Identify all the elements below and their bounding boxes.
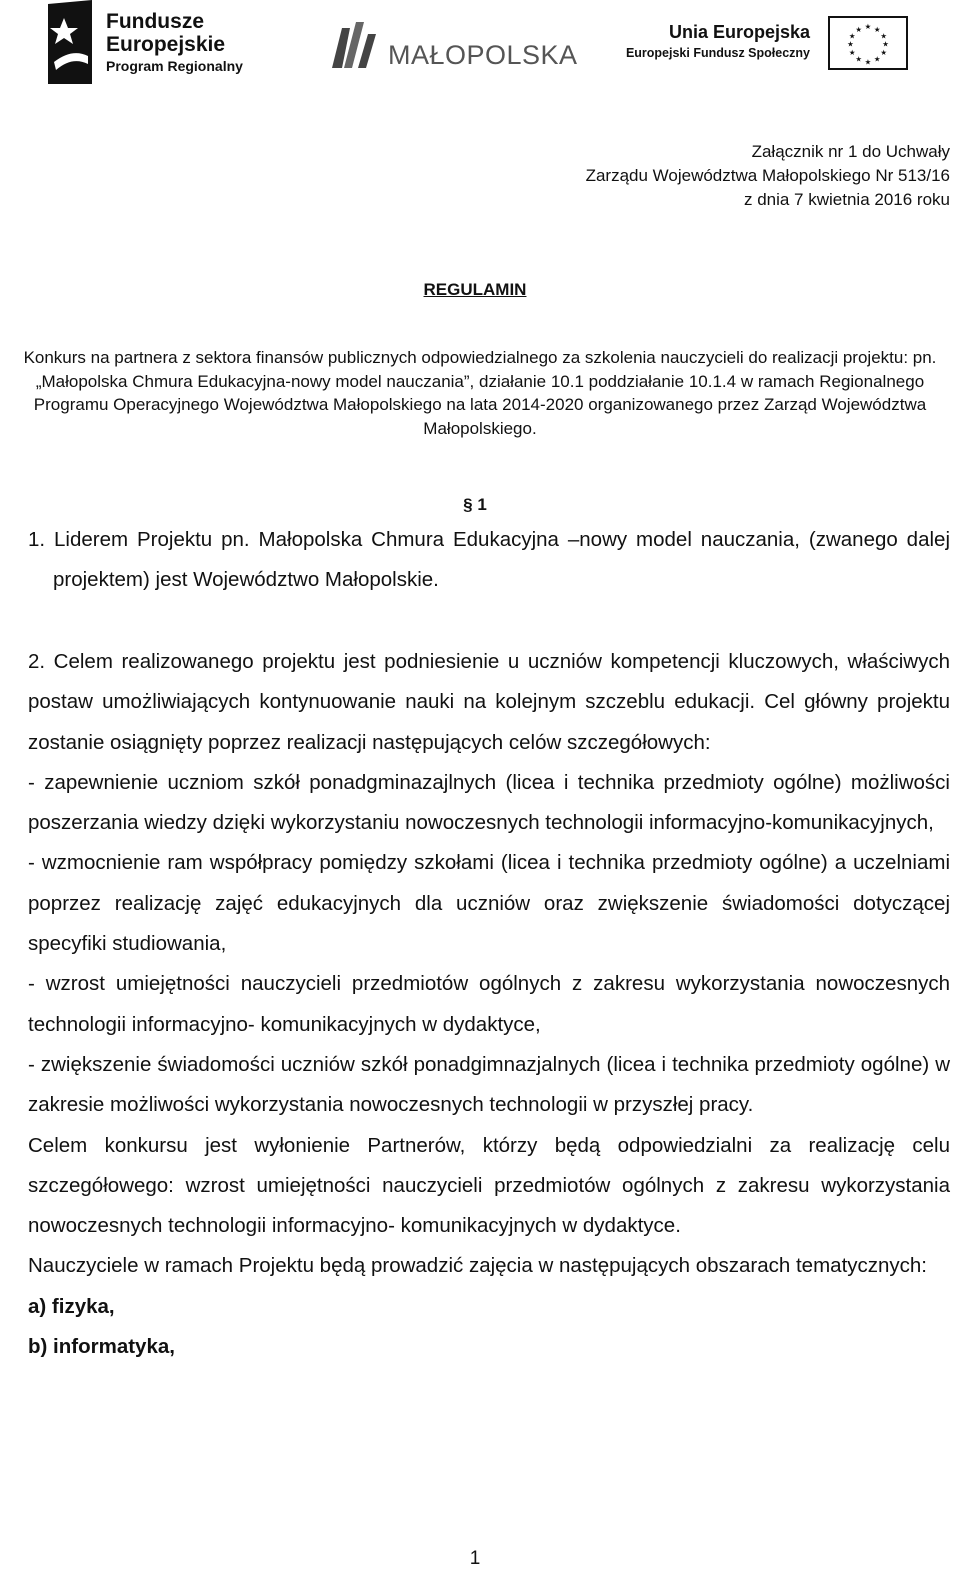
svg-text:★: ★ [873,54,881,64]
svg-text:★: ★ [882,39,889,49]
topic-a: a) fizyka, [28,1294,115,1318]
fe-logo-line2: Europejskie [106,33,226,56]
unia-europejska-logo [625,16,908,72]
teachers-paragraph: Nauczyciele w ramach Projektu będą prowadzić zajęcia w następujących obszarach tematycznych: [28,1254,928,1278]
annex-heading [586,140,950,212]
malopolska-mark-icon [332,18,384,68]
svg-text:★: ★ [848,31,856,41]
svg-text:★: ★ [848,48,856,58]
objective-bullet-1: - zapewnienie uczniom szkół ponadgminazajlnych (licea i technika przedmioty ogólne) możliwości poszerzania wiedzy dzięki wykorzystaniu nowoczesnych technologii informacyjno-komunikacyjnych, [28,770,950,835]
svg-text:★: ★ [847,39,854,49]
annex-line1: Załącznik nr 1 do Uchwały [751,142,950,161]
svg-text:★: ★ [855,54,863,64]
eu-flag-icon [828,16,908,70]
fe-logo-line1: Fundusze [106,10,204,33]
fe-star-logo-icon [44,0,96,84]
objective-bullet-3: - wzrost umiejętności nauczycieli przedmiotów ogólnych z zakresu wykorzystania nowoczesnych technologii informacyjno- komunikacyjnych w dydaktyce, [28,972,950,1036]
svg-text:★: ★ [880,31,888,41]
annex-line2: Zarządu Województwa Małopolskiego Nr 513/16 [585,166,950,185]
item-2-paragraph: 2. Celem realizowanego projektu jest podniesienie u uczniów kompetencji kluczowych, właściwych postaw umożliwiających kontynuowanie nauki na kolejnym szczeblu edukacji. Cel główny projektu zostanie osiągnięty poprzez realizacji następujących celów szczegółowych: [28,650,950,754]
item-1-text: 1. Liderem Projektu pn. Małopolska Chmura Edukacyjna –nowy model nauczania, (zwanego dalej projektem) jest Województwo Małopolskie. [28,528,950,592]
svg-text:★: ★ [873,24,881,34]
annex-line3: z dnia 7 kwietnia 2016 roku [743,190,950,209]
page-number: 1 [469,1548,481,1569]
malopolska-logo-text: MAŁOPOLSKA [388,40,578,70]
svg-text:★: ★ [864,57,872,67]
topic-b: b) informatyka, [28,1335,175,1359]
document-title: REGULAMIN [423,280,527,299]
svg-text:★: ★ [855,24,863,34]
ue-logo-line1: Unia Europejska [668,22,810,42]
section-sign: § 1 [463,495,487,514]
malopolska-logo [332,18,578,72]
contest-goal-paragraph: Celem konkursu jest wyłonienie Partnerów, którzy będą odpowiedzialni za realizację celu szczegółowego: wzrost umiejętności nauczycieli przedmiotów ogólnych z zakresu wykorzystania nowoczesnych technologii informacyjno- komunikacyjnych w dydaktyce. [28,1133,950,1238]
item-2-block [28,642,950,1367]
objective-bullet-4: - zwiększenie świadomości uczniów szkół ponadgimnazjalnych (licea i technika przedmioty ogólne) w zakresie możliwości wykorzystania nowoczesnych technologii w przyszłej pracy. [28,1052,950,1117]
fe-logo-line3: Program Regionalny [106,58,243,74]
intro-paragraph: Konkurs na partnera z sektora finansów publicznych odpowiedzialnego za szkolenia nauczycieli do realizacji projektu: pn. „Małopolska Chmura Edukacyjna-nowy model nauczania”, działanie 10.1 poddziałanie 10.1.4 w ramach Regionalnego Programu Operacyjnego Województwa Małopolskiego na lata 2014-2020 organizowanego przez Zarząd Województwa Małopolskiego. [23,348,937,438]
svg-text:★: ★ [880,48,888,58]
objective-bullet-2: - wzmocnienie ram współpracy pomiędzy szkołami (licea i technika przedmioty ogólne) a uczelniami poprzez realizację zajęć edukacyjnych dla uczniów oraz zwiększenie świadomości dotyczącej specyfiki studiowania, [28,851,950,956]
ue-logo-line2: Europejski Fundusz Społeczny [625,46,810,60]
item-1 [28,520,950,601]
fundusze-europejskie-logo [44,0,244,84]
svg-text:★: ★ [864,22,872,32]
